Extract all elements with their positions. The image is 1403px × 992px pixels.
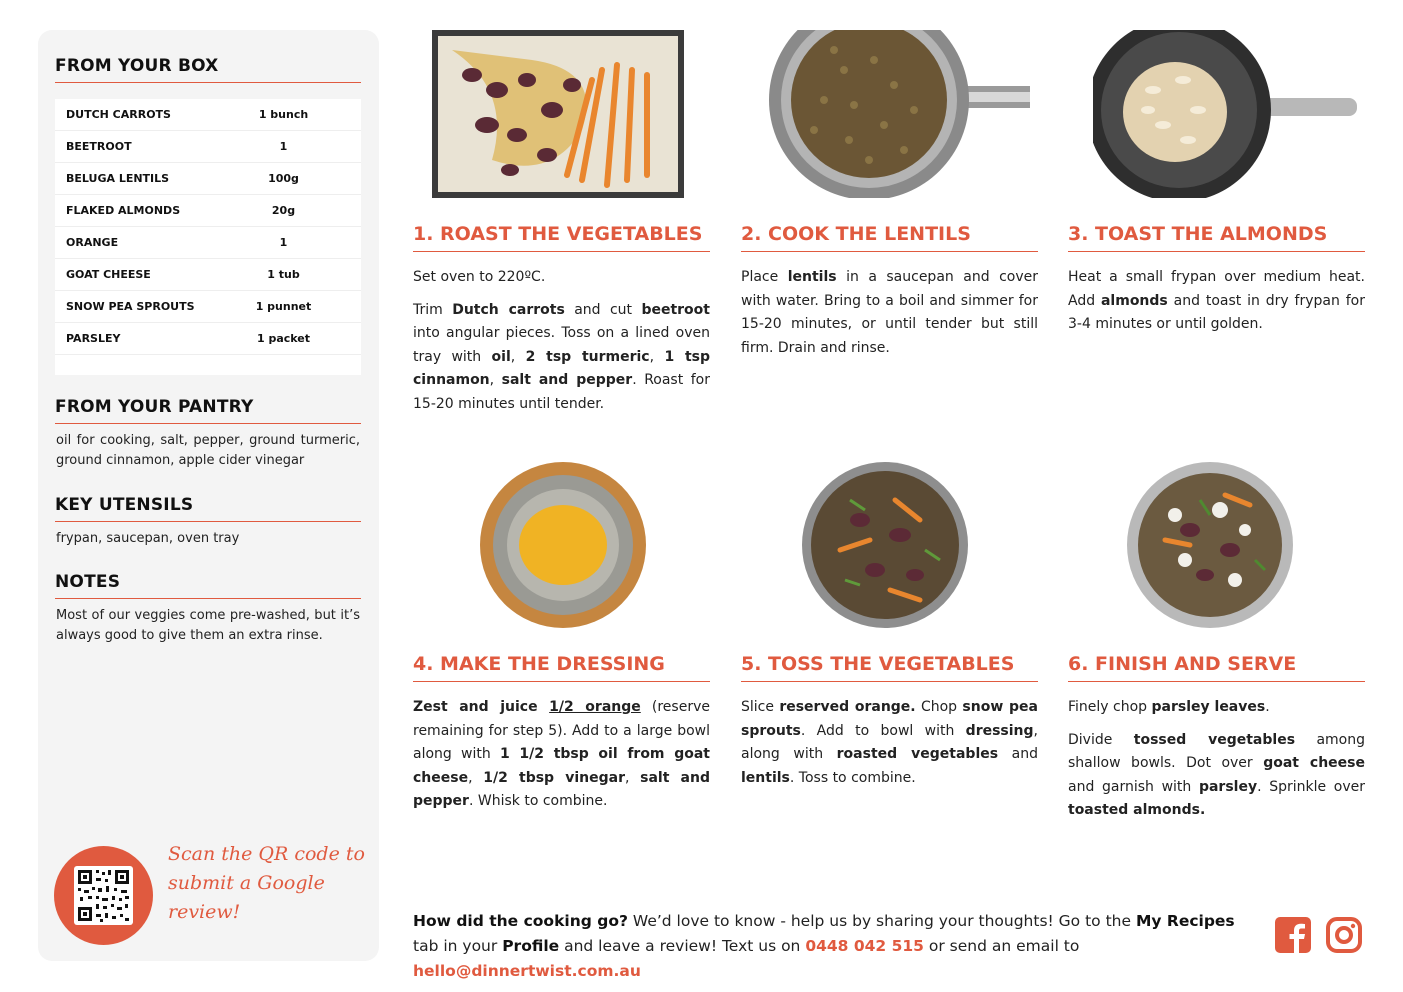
bold-text: reserved orange. — [779, 699, 916, 715]
ingredient-quantity: 20g — [271, 204, 296, 217]
tossed-vegetables-bowl-photo — [800, 460, 970, 630]
ingredient-quantity: 1 — [279, 236, 288, 249]
text: , along with — [741, 722, 1038, 762]
ingredient-name: BEETROOT — [66, 140, 132, 153]
text: and cut — [564, 301, 642, 318]
footer-text: or send an email to — [923, 937, 1080, 955]
divider — [55, 521, 361, 522]
from-your-pantry-heading: FROM YOUR PANTRY — [55, 397, 254, 417]
divider — [55, 598, 361, 599]
utensils-text: frypan, saucepan, oven tray — [56, 531, 240, 546]
text: among shallow bowls. Dot over — [1068, 731, 1365, 771]
text: . — [1265, 699, 1270, 715]
step-1-title: 1. ROAST THE VEGETABLES — [413, 223, 710, 252]
bold-text: 1 1/2 tbsp oil from goat cheese — [413, 746, 710, 786]
text: , — [624, 769, 641, 786]
ingredient-name: GOAT CHEESE — [66, 268, 151, 281]
step-5-title: 5. TOSS THE VEGETABLES — [741, 653, 1038, 682]
text: , — [510, 348, 526, 365]
step-3-title: 3. TOAST THE ALMONDS — [1068, 223, 1365, 252]
text: (reserve remaining for step 5). Add to a large bowl along with — [413, 699, 710, 762]
step-6-title: 6. FINISH AND SERVE — [1068, 653, 1365, 682]
ingredient-name: DUTCH CARROTS — [66, 108, 171, 121]
bold-text: lentils — [741, 769, 790, 786]
text: Divide — [1068, 731, 1134, 748]
lentils-saucepan-photo — [754, 30, 1030, 198]
ingredient-row — [55, 131, 361, 163]
bold-text: salt and pepper — [501, 372, 633, 388]
bold-text: salt and pepper — [413, 769, 710, 809]
bold-text: almonds — [1100, 292, 1168, 309]
bold-text: toasted almonds. — [1068, 802, 1206, 818]
notes-text: Most of our veggies come pre-washed, but it’s always good to give them an extra rinse. — [56, 608, 360, 643]
qr-code[interactable] — [74, 866, 133, 925]
instagram-icon[interactable] — [1326, 917, 1362, 953]
bold-text: 1/2 orange — [549, 699, 641, 715]
footer-text: tab in your — [413, 937, 503, 955]
step-paragraph — [413, 266, 710, 290]
step-3-text — [1068, 266, 1365, 346]
text: , — [649, 348, 665, 365]
ingredient-row — [55, 323, 361, 355]
text: Finely chop — [1068, 699, 1152, 715]
qr-code-badge[interactable] — [54, 846, 153, 945]
step-paragraph — [413, 696, 710, 814]
step-2-text — [741, 266, 1038, 369]
bold-text: dressing — [965, 722, 1034, 739]
ingredient-quantity: 100g — [268, 172, 299, 185]
ingredient-quantity: 1 punnet — [255, 300, 312, 313]
ingredient-row — [55, 259, 361, 291]
text: Slice — [741, 699, 780, 715]
text: Trim — [413, 301, 453, 318]
bold-text: 1/2 tbsp vinegar — [483, 769, 625, 786]
step-paragraph — [413, 299, 710, 417]
step-1-text — [413, 266, 710, 425]
bold-text: snow pea sprouts — [741, 699, 1038, 739]
text: Place — [741, 269, 788, 285]
divider — [55, 423, 361, 424]
text: Chop — [915, 699, 963, 715]
text: . Add to bowl with — [800, 722, 966, 739]
ingredient-quantity: 1 — [279, 140, 288, 153]
step-paragraph — [741, 266, 1038, 360]
dressing-bowl-photo — [478, 460, 648, 630]
ingredient-name: SNOW PEA SPROUTS — [66, 300, 195, 313]
text: in a saucepan and cover with water. Bring to a boil and simmer for 15-20 minutes, or until tender but still firm. Drain and rinse. — [741, 269, 1038, 356]
box-ingredients-table — [55, 99, 361, 375]
bold-text: goat cheese — [1263, 755, 1365, 771]
text: Heat a small frypan over medium heat. Add — [1068, 269, 1365, 309]
bold-text: parsley — [1198, 778, 1258, 795]
text: . Whisk to combine. — [468, 793, 608, 809]
bold-text: Dutch carrots — [452, 301, 565, 318]
roasted-vegetables-tray-photo — [432, 30, 684, 198]
step-paragraph — [1068, 696, 1365, 720]
qr-review-prompt: Scan the QR code to submit a Google review! — [168, 843, 365, 923]
bold-text: tossed vegetables — [1133, 731, 1296, 748]
ingredient-quantity: 1 packet — [256, 332, 311, 345]
qr-code-icon — [74, 866, 133, 925]
ingredient-row — [55, 99, 361, 131]
from-your-box-heading: FROM YOUR BOX — [55, 56, 219, 76]
ingredient-name: BELUGA LENTILS — [66, 172, 170, 185]
bold-text: Zest and juice — [413, 699, 550, 715]
text: into angular pieces. Toss on a lined oven tray with — [413, 325, 710, 365]
ingredient-name: FLAKED ALMONDS — [66, 204, 181, 217]
ingredient-row — [55, 227, 361, 259]
step-paragraph — [1068, 266, 1365, 337]
step-paragraph — [741, 696, 1038, 790]
bold-text: oil — [491, 348, 511, 365]
divider — [55, 82, 361, 83]
footer-lead: How did the cooking go? — [413, 912, 628, 930]
ingredient-row — [55, 195, 361, 227]
step-6-text — [1068, 696, 1365, 832]
step-4-title: 4. MAKE THE DRESSING — [413, 653, 710, 682]
ingredients-sidebar — [38, 30, 379, 961]
text: . Toss to combine. — [789, 769, 916, 786]
ingredient-name: PARSLEY — [66, 332, 121, 345]
bold-text: roasted vegetables — [836, 746, 999, 762]
bold-text: lentils — [787, 269, 837, 285]
step-5-text — [741, 696, 1038, 799]
ingredient-quantity: 1 tub — [267, 268, 300, 281]
text: , — [489, 372, 502, 388]
ingredient-name: ORANGE — [66, 236, 119, 249]
pantry-text: oil for cooking, salt, pepper, ground turmeric, ground cinnamon, apple cider vinegar — [56, 433, 360, 468]
text: Set oven to 220ºC. — [413, 269, 546, 285]
phone-link[interactable]: 0448 042 515 — [805, 937, 924, 955]
footer-text: We’d love to know - help us by sharing your thoughts! Go to the — [627, 912, 1136, 930]
notes-heading: NOTES — [55, 572, 121, 592]
bold-text: 2 tsp turmeric — [525, 348, 650, 365]
bold-text: beetroot — [641, 301, 710, 318]
key-utensils-heading: KEY UTENSILS — [55, 495, 194, 515]
bold-text: 1 tsp cinnamon — [413, 348, 711, 388]
finished-salad-bowl-photo — [1125, 460, 1295, 630]
bold-text: parsley leaves — [1151, 699, 1266, 715]
facebook-icon[interactable] — [1275, 917, 1311, 953]
step-4-text — [413, 696, 710, 823]
text: , — [468, 769, 484, 786]
review-footer — [413, 909, 1263, 984]
almonds-frypan-photo — [1093, 30, 1357, 198]
text: and — [998, 746, 1038, 762]
email-link[interactable]: hello@dinnertwist.com.au — [413, 962, 641, 980]
footer-text: and leave a review! Text us on — [559, 937, 806, 955]
text: . Roast for 15-20 minutes until tender. — [413, 372, 710, 412]
profile-link[interactable]: Profile — [502, 937, 560, 955]
step-2-title: 2. COOK THE LENTILS — [741, 223, 1038, 252]
step-paragraph — [1068, 729, 1365, 823]
ingredient-quantity: 1 bunch — [258, 108, 309, 121]
text: and toast in dry frypan for 3-4 minutes or until golden. — [1068, 292, 1365, 332]
text: . Sprinkle over — [1257, 778, 1365, 795]
my-recipes-link[interactable]: My Recipes — [1135, 912, 1235, 930]
ingredient-row — [55, 163, 361, 195]
text: and garnish with — [1068, 778, 1199, 795]
ingredient-row — [55, 291, 361, 323]
